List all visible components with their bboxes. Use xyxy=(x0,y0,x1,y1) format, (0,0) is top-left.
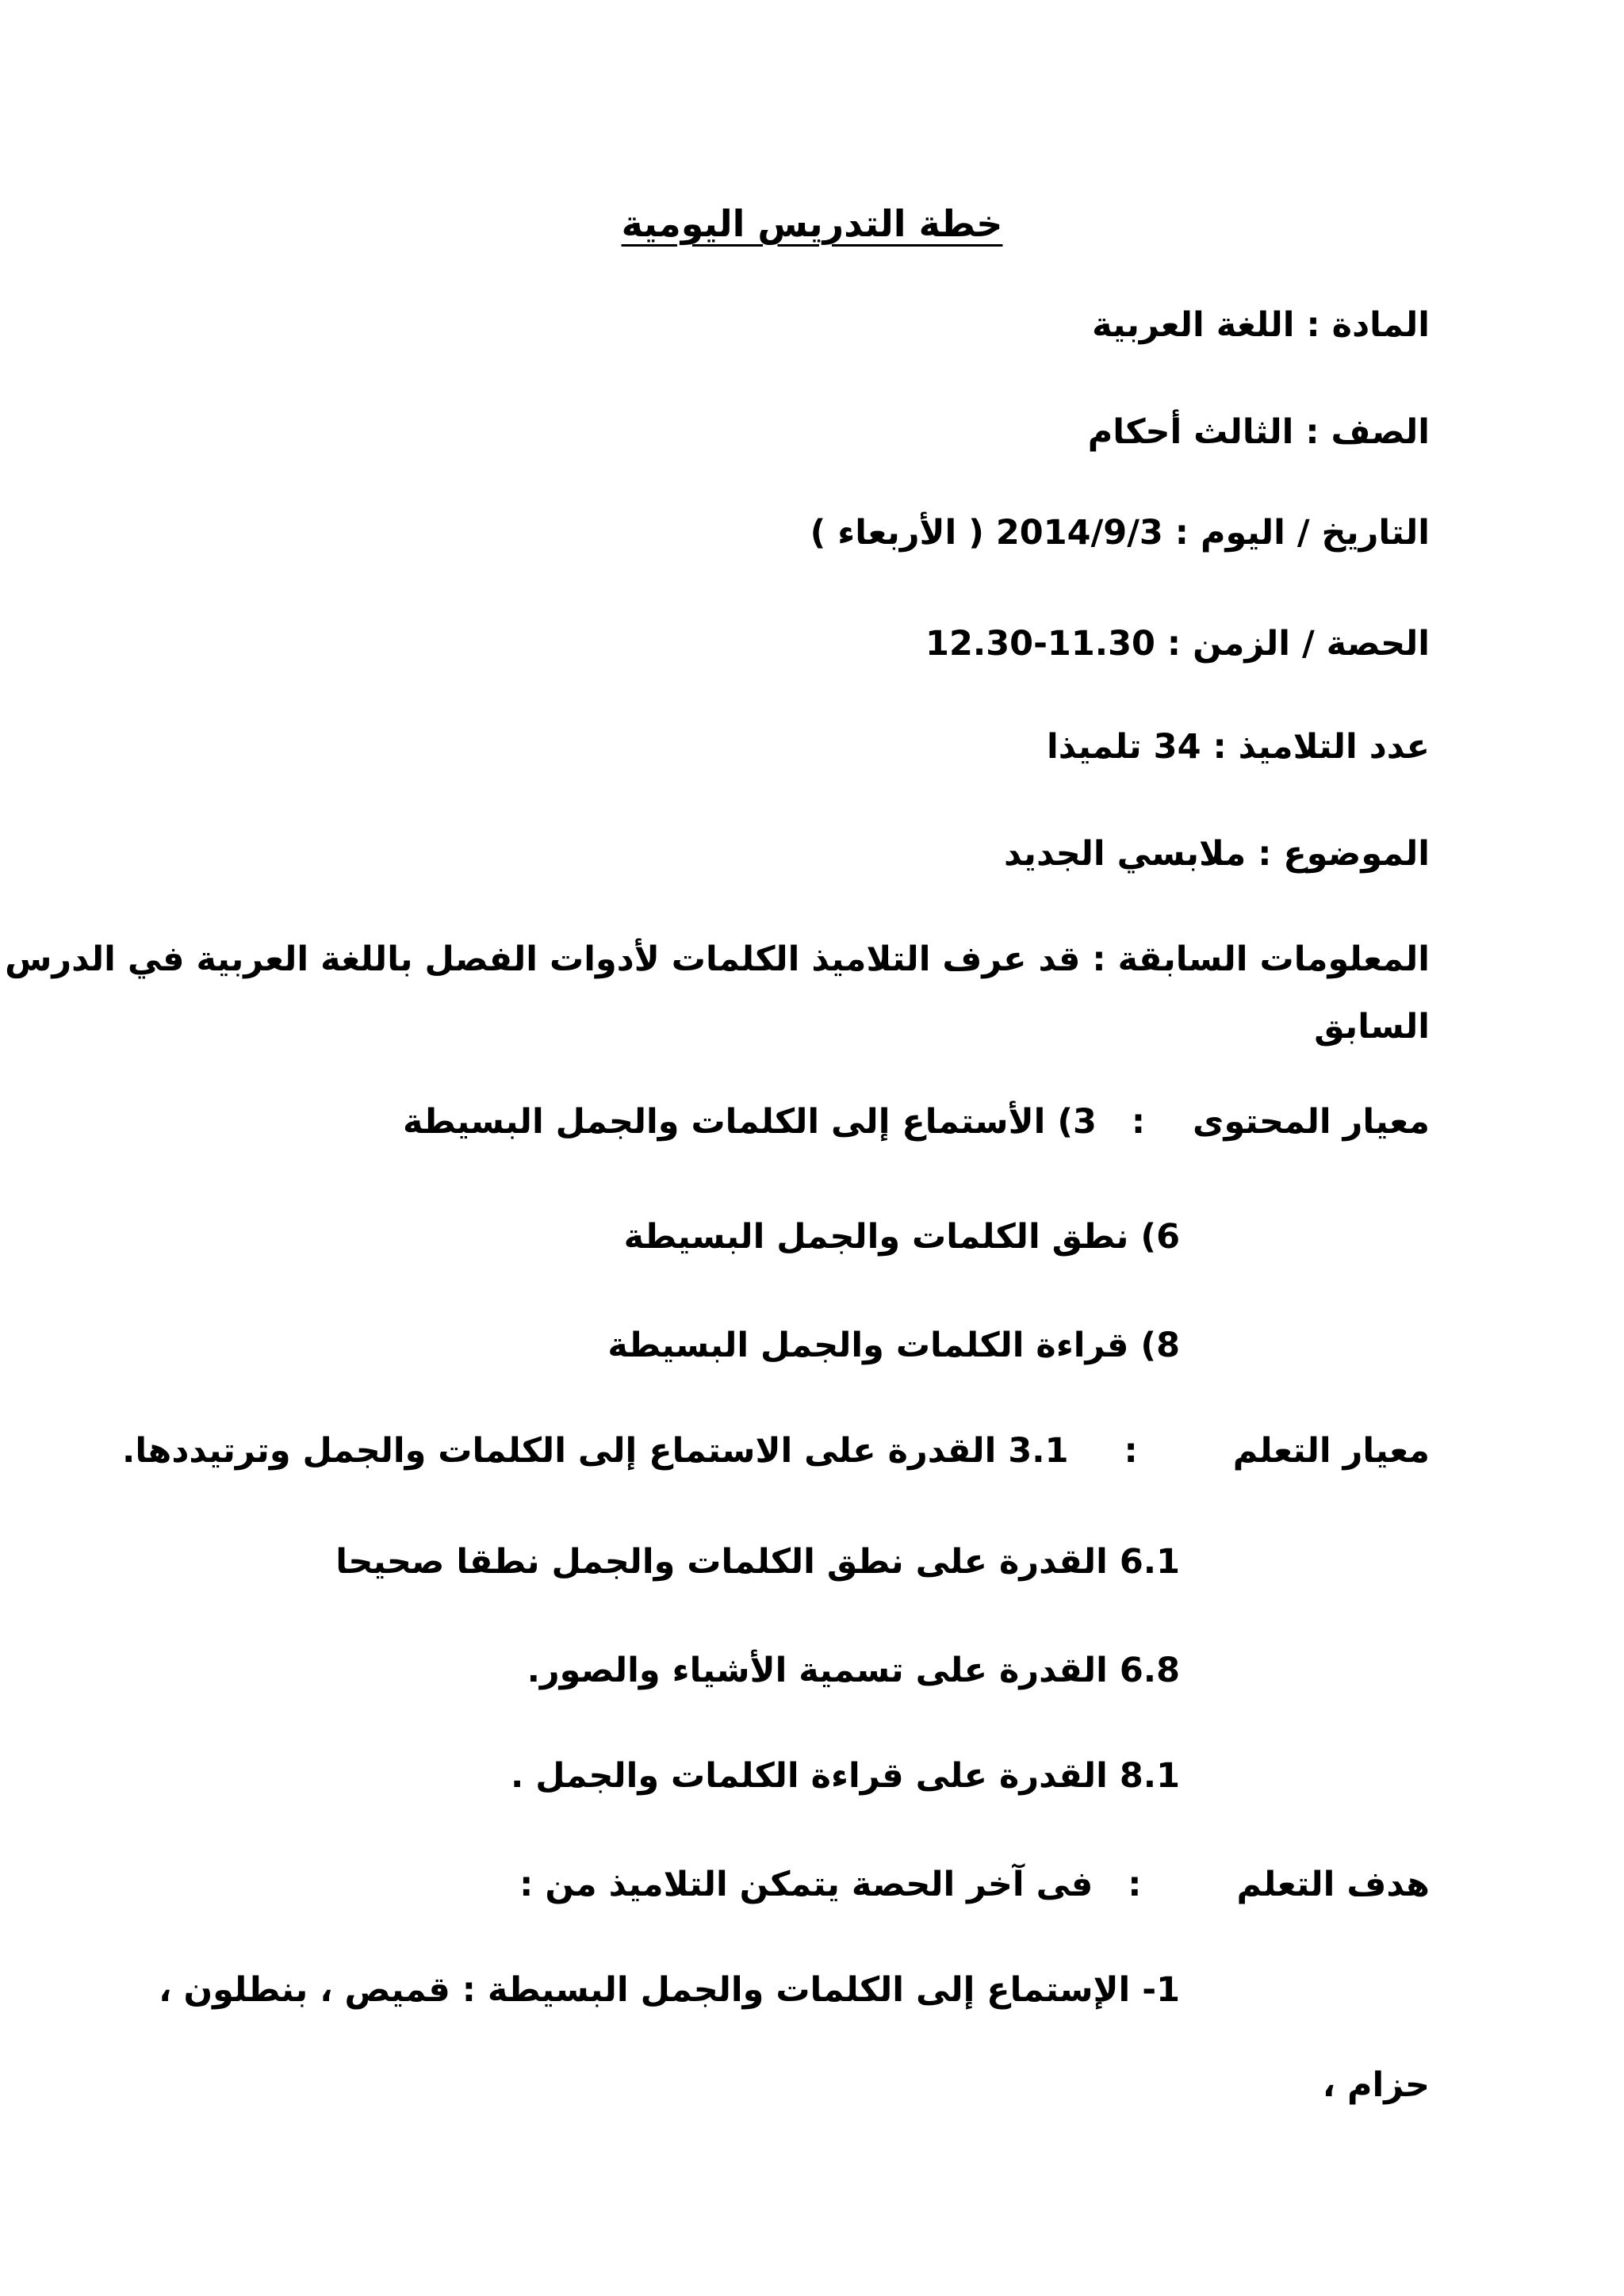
learning-objective-item-line-2: حزام ، xyxy=(1322,2065,1430,2105)
learning-objective-text: فى آخر الحصة يتمكن التلاميذ من : xyxy=(519,1865,1094,1904)
learning-standard-row xyxy=(122,1427,1430,1475)
content-standard-row xyxy=(403,1098,1430,1146)
prior-knowledge-line-2: السابق xyxy=(1314,1007,1430,1047)
prior-knowledge-line-1: المعلومات السابقة : قد عرف التلاميذ الكلمات لأدوات الفصل باللغة العربية في الدرس xyxy=(5,939,1430,979)
page-title xyxy=(0,200,1624,247)
learning-objective-item-line-1: 1- الإستماع إلى الكلمات والجمل البسيطة : قميص ، بنطلون ، xyxy=(159,1970,1180,2010)
period-time-field: الحصة / الزمن : 11.30-12.30 xyxy=(925,624,1430,664)
content-standard-item: 8) قراءة الكلمات والجمل البسيطة xyxy=(607,1326,1180,1365)
learning-standard-colon: : xyxy=(1124,1431,1138,1471)
content-standard-label: معيار المحتوى xyxy=(1193,1102,1430,1142)
learning-objective-colon: : xyxy=(1128,1865,1142,1904)
content-standard-item: 3) الأستماع إلى الكلمات والجمل البسيطة xyxy=(402,1102,1097,1142)
content-standard-item: 6) نطق الكلمات والجمل البسيطة xyxy=(623,1217,1180,1257)
class-field: الصف : الثالث أحكام xyxy=(1087,412,1430,452)
content-standard-colon: : xyxy=(1131,1102,1146,1142)
page-title-text: خطة التدريس اليومية xyxy=(621,202,1003,245)
learning-standard-item: 6.1 القدرة على نطق الكلمات والجمل نطقا صحيحا xyxy=(335,1542,1180,1582)
learning-objective-row xyxy=(519,1861,1430,1908)
topic-field: الموضوع : ملابسي الجديد xyxy=(1003,834,1430,874)
students-count-field: عدد التلاميذ : 34 تلميذا xyxy=(1047,727,1430,767)
learning-standard-label: معيار التعلم xyxy=(1232,1431,1430,1471)
subject-field: المادة : اللغة العربية xyxy=(1092,305,1430,345)
learning-objective-label: هدف التعلم xyxy=(1236,1865,1430,1904)
learning-standard-item: 3.1 القدرة على الاستماع إلى الكلمات والجمل وترتيددها. xyxy=(122,1431,1069,1471)
learning-standard-item: 8.1 القدرة على قراءة الكلمات والجمل . xyxy=(510,1756,1180,1796)
learning-standard-item: 6.8 القدرة على تسمية الأشياء والصور. xyxy=(527,1651,1180,1690)
date-day-field: التاريخ / اليوم : 2014/9/3 ( الأربعاء ) xyxy=(810,513,1430,553)
